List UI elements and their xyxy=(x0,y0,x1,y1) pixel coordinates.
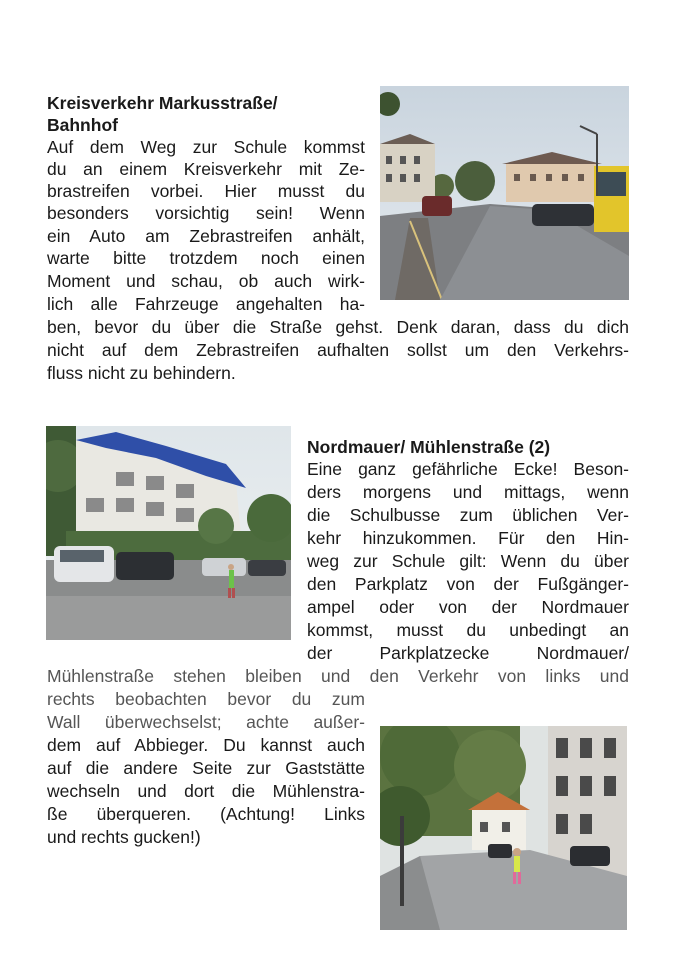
section1-line: lich alle Fahrzeuge angehalten ha- xyxy=(47,294,365,314)
section2-heading: Nordmauer/ Mühlenstraße (2) xyxy=(307,437,551,457)
section1-line: du an einem Kreisverkehr mit Ze- xyxy=(47,159,365,179)
street-corner-photo xyxy=(380,726,627,930)
section1-line: ben, bevor du über die Straße gehst. Denk daran, dass du dich xyxy=(47,317,629,337)
section2-line: Mühlenstraße stehen bleiben und den Verkehr von links und xyxy=(47,666,629,686)
section1-heading-line2: Bahnhof xyxy=(47,115,118,135)
section1-line: nicht auf dem Zebrastreifen aufhalten sollst um den Verkehrs- xyxy=(47,340,629,360)
section2-line: Eine ganz gefährliche Ecke! Beson- xyxy=(307,459,629,479)
section1-line: fluss nicht zu behindern. xyxy=(47,363,236,383)
section2-line: kommst, musst du unbedingt an xyxy=(307,620,629,640)
section2-line: rechts beobachten bevor du zum xyxy=(47,689,365,709)
section1-line: Moment und schau, ob auch wirk- xyxy=(47,271,365,291)
section1-line: Auf dem Weg zur Schule kommst xyxy=(47,137,365,157)
section2-line: die Schulbusse zum üblichen Ver- xyxy=(307,505,629,525)
section2-line: dem auf Abbieger. Du kannst auch xyxy=(47,735,365,755)
section2-line: und rechts gucken!) xyxy=(47,827,201,847)
section2-line: der Parkplatzecke Nordmauer/ xyxy=(307,643,629,663)
section1-line: brastreifen vorbei. Hier musst du xyxy=(47,181,365,201)
section2-line: wechseln und dort die Mühlenstra- xyxy=(47,781,365,801)
section1-line: besonders vorsichtig sein! Wenn xyxy=(47,203,365,223)
section2-line: ße überqueren. (Achtung! Links xyxy=(47,804,365,824)
section2-line: auf die andere Seite zur Gaststätte xyxy=(47,758,365,778)
section2-line: Wall überwechselst; achte außer- xyxy=(47,712,365,732)
section2-line: kehr hinzukommen. Für den Hin- xyxy=(307,528,629,548)
section1-line: ein Auto am Zebrastreifen anhält, xyxy=(47,226,365,246)
section2-line: ampel oder von der Nordmauer xyxy=(307,597,629,617)
roundabout-photo xyxy=(380,86,629,300)
section2-line: den Parkplatz von der Fußgänger- xyxy=(307,574,629,594)
section2-line: ders morgens und mittags, wenn xyxy=(307,482,629,502)
section2-line: weg zur Schule gilt: Wenn du über xyxy=(307,551,629,571)
parking-lot-photo xyxy=(46,426,291,640)
section1-line: warte bitte trotzdem noch einen xyxy=(47,248,365,268)
section1-heading-line1: Kreisverkehr Markusstraße/ xyxy=(47,93,278,113)
